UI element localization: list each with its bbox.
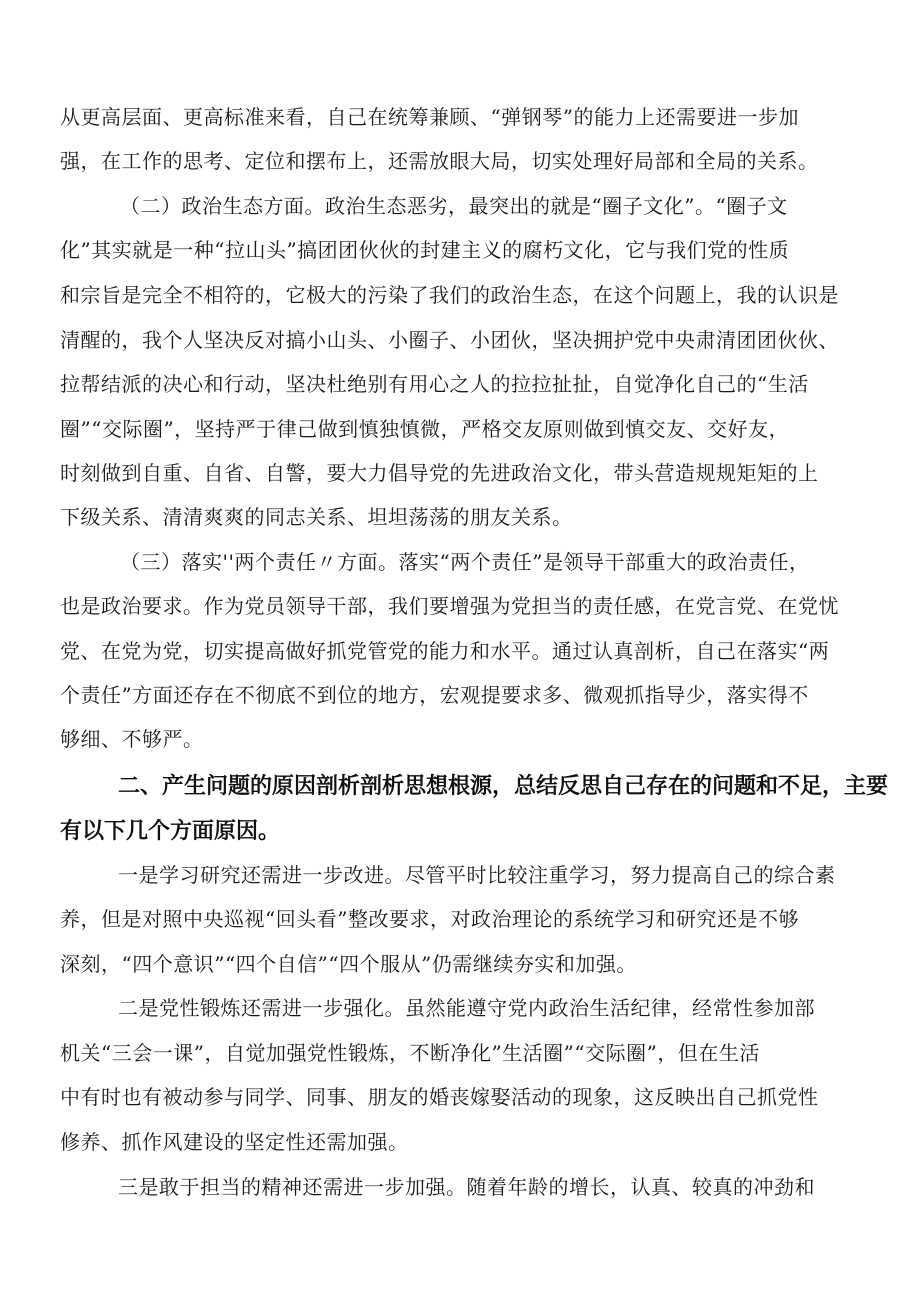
text-line: 化”其实就是一种“拉山头”搞团团伙伙的封建主义的腐朽文化，它与我们党的性质 — [60, 238, 790, 262]
text-line: 拉帮结派的决心和行动，坚决杜绝别有用心之人的拉拉扯扯，自觉净化自己的“生活 — [60, 372, 809, 396]
text-line: 中有时也有被动参与同学、同事、朋友的婚丧嫁娶活动的现象，这反映出自己抓党性 — [60, 1085, 819, 1109]
section-2-3-text-line: （三）落实''两个责任〃方面。落实“两个责任”是领导干部重大的政治责任， — [120, 550, 810, 574]
section-2-2-text-line: （二）政治生态方面。政治生态恶劣，最突出的就是“圈子文化”。“圈子文 — [120, 194, 788, 218]
text-line: 强，在工作的思考、定位和摆布上，还需放眼大局，切实处理好局部和全局的关系。 — [60, 149, 819, 173]
text-line: 三是敢于担当的精神还需进一步加强。随着年龄的增长，认真、较真的冲劲和 — [118, 1175, 815, 1199]
section-heading-line: 二、产生问题的原因剖析剖析思想根源，总结反思自己存在的问题和不足，主要 — [118, 774, 889, 799]
text-line: 养，但是对照中央巡视“回头看”整改要求，对政治理论的系统学习和研究还是不够 — [60, 907, 799, 931]
text-line: 下级关系、清清爽爽的同志关系、坦坦荡荡的朋友关系。 — [60, 505, 573, 529]
text-line: 党、在党为党，切实提高做好抓党管党的能力和水平。通过认真剖析，自己在落实“两 — [60, 639, 830, 663]
text-line: 圈”“交际圈”，坚持严于律己做到慎独慎微，严格交友原则做到慎交友、交好友， — [60, 417, 790, 441]
text-line: 清醒的，我个人坚决反对搞小山头、小圈子、小团伙，坚决拥护党中央肃清团团伙伙、 — [60, 328, 839, 352]
text-line: 也是政治要求。作为党员领导干部，我们要增强为党担当的责任感，在党言党、在党忧 — [60, 594, 839, 618]
text-line: 机关“三会一课”，自觉加强党性锻炼，不断净化”生活圈”“交际圈”，但在生活 — [60, 1041, 760, 1065]
section-heading-line: 有以下几个方面原因。 — [60, 819, 281, 844]
text-line: 深刻，“四个意识”“四个自信”“四个服从”仍需继续夯实和加强。 — [60, 952, 637, 976]
text-line: 时刻做到自重、自省、自警，要大力倡导党的先进政治文化，带头营造规规矩矩的上 — [60, 461, 819, 485]
text-line: 一是学习研究还需进一步改进。尽管平时比较注重学习，努力提高自己的综合素 — [118, 863, 836, 887]
text-line: 从更高层面、更高标准来看，自己在统筹兼顾、“弹钢琴”的能力上还需要进一步加 — [60, 105, 799, 129]
text-line: 二是党性锻炼还需进一步强化。虽然能遵守党内政治生活纪律，经常性参加部 — [118, 996, 815, 1020]
text-line: 够细、不够严。 — [60, 727, 204, 751]
text-line: 和宗旨是完全不相符的，它极大的污染了我们的政治生态，在这个问题上，我的认识是 — [60, 283, 839, 307]
text-line: 修养、抓作风建设的坚定性还需加强。 — [60, 1130, 409, 1154]
text-line: 个责任”方面还存在不彻底不到位的地方，宏观提要求多、微观抓指导少，落实得不 — [60, 683, 809, 707]
